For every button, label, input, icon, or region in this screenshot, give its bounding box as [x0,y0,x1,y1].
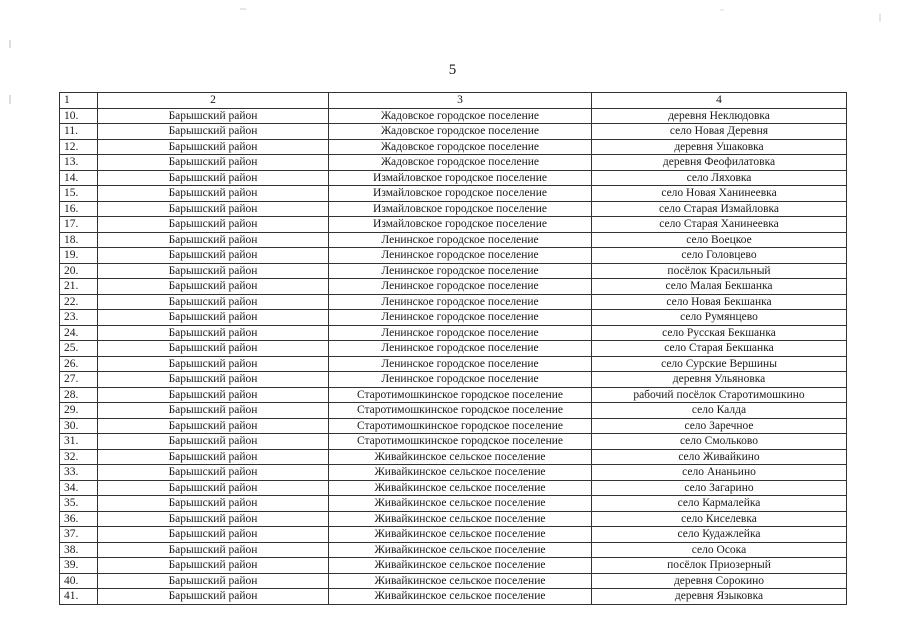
locality-cell: деревня Ушаковка [592,139,847,155]
row-number: 30. [60,418,98,434]
district-cell: Барышский район [98,310,329,326]
table-row [60,232,847,248]
header-col-2: 2 [98,93,329,109]
table-row [60,325,847,341]
district-cell: Барышский район [98,558,329,574]
settlement-cell: Старотимошкинское городское поселение [329,418,592,434]
locality-cell: село Старая Бекшанка [592,341,847,357]
table-row [60,511,847,527]
row-number: 19. [60,248,98,264]
settlement-cell: Живайкинское сельское поселение [329,542,592,558]
locality-cell: рабочий посёлок Старотимошкино [592,387,847,403]
locality-cell: село Сурские Вершины [592,356,847,372]
table-row [60,186,847,202]
header-col-1: 1 [60,93,98,109]
locality-cell: село Киселевка [592,511,847,527]
table-row [60,294,847,310]
district-cell: Барышский район [98,542,329,558]
table-row [60,465,847,481]
settlement-cell: Жадовское городское поселение [329,139,592,155]
row-number: 22. [60,294,98,310]
row-number: 21. [60,279,98,295]
table-row [60,108,847,124]
row-number: 38. [60,542,98,558]
row-number: 32. [60,449,98,465]
settlement-cell: Живайкинское сельское поселение [329,573,592,589]
district-cell: Барышский район [98,418,329,434]
table-row [60,372,847,388]
district-cell: Барышский район [98,232,329,248]
settlement-cell: Измайловское городское поселение [329,217,592,233]
district-cell: Барышский район [98,589,329,605]
district-cell: Барышский район [98,527,329,543]
locality-cell: село Румянцево [592,310,847,326]
locality-cell: село Воецкое [592,232,847,248]
district-cell: Барышский район [98,387,329,403]
settlement-cell: Измайловское городское поселение [329,201,592,217]
locality-cell: посёлок Красильный [592,263,847,279]
header-col-4: 4 [592,93,847,109]
row-number: 29. [60,403,98,419]
district-cell: Барышский район [98,465,329,481]
table-row [60,356,847,372]
district-cell: Барышский район [98,511,329,527]
table-row [60,310,847,326]
locality-cell: село Малая Бекшанка [592,279,847,295]
locality-cell: деревня Ульяновка [592,372,847,388]
locality-cell: село Кудажлейка [592,527,847,543]
locality-cell: село Осока [592,542,847,558]
district-cell: Барышский район [98,124,329,140]
settlement-cell: Живайкинское сельское поселение [329,511,592,527]
table-row [60,139,847,155]
row-number: 24. [60,325,98,341]
district-cell: Барышский район [98,294,329,310]
table-row [60,527,847,543]
settlement-cell: Старотимошкинское городское поселение [329,403,592,419]
table-row [60,341,847,357]
locality-cell: село Заречное [592,418,847,434]
district-cell: Барышский район [98,170,329,186]
settlements-table [59,92,847,605]
locality-cell: село Кармалейка [592,496,847,512]
row-number: 16. [60,201,98,217]
row-number: 36. [60,511,98,527]
header-col-3: 3 [329,93,592,109]
row-number: 25. [60,341,98,357]
table-row [60,155,847,171]
settlement-cell: Жадовское городское поселение [329,155,592,171]
row-number: 20. [60,263,98,279]
settlement-cell: Ленинское городское поселение [329,248,592,264]
locality-cell: село Ананьино [592,465,847,481]
table-row [60,449,847,465]
district-cell: Барышский район [98,217,329,233]
table-row [60,542,847,558]
locality-cell: деревня Языковка [592,589,847,605]
locality-cell: деревня Феофилатовка [592,155,847,171]
table-row [60,217,847,233]
table-row [60,558,847,574]
table-row [60,434,847,450]
settlement-cell: Старотимошкинское городское поселение [329,387,592,403]
row-number: 41. [60,589,98,605]
locality-cell: село Новая Ханинеевка [592,186,847,202]
locality-cell: село Головцево [592,248,847,264]
locality-cell: село Старая Ханинеевка [592,217,847,233]
locality-cell: село Калда [592,403,847,419]
table-row [60,201,847,217]
district-cell: Барышский район [98,449,329,465]
district-cell: Барышский район [98,480,329,496]
locality-cell: посёлок Приозерный [592,558,847,574]
settlement-cell: Старотимошкинское городское поселение [329,434,592,450]
row-number: 37. [60,527,98,543]
district-cell: Барышский район [98,356,329,372]
district-cell: Барышский район [98,434,329,450]
table-header-row [60,93,847,109]
settlement-cell: Ленинское городское поселение [329,263,592,279]
row-number: 34. [60,480,98,496]
row-number: 18. [60,232,98,248]
district-cell: Барышский район [98,372,329,388]
settlement-cell: Ленинское городское поселение [329,310,592,326]
row-number: 23. [60,310,98,326]
table-row [60,403,847,419]
table-row [60,170,847,186]
settlement-cell: Живайкинское сельское поселение [329,449,592,465]
table-row [60,248,847,264]
row-number: 11. [60,124,98,140]
district-cell: Барышский район [98,279,329,295]
settlement-cell: Жадовское городское поселение [329,124,592,140]
district-cell: Барышский район [98,139,329,155]
row-number: 17. [60,217,98,233]
table-row [60,418,847,434]
row-number: 13. [60,155,98,171]
locality-cell: село Новая Деревня [592,124,847,140]
settlement-cell: Жадовское городское поселение [329,108,592,124]
row-number: 28. [60,387,98,403]
locality-cell: село Ляховка [592,170,847,186]
row-number: 33. [60,465,98,481]
table-row [60,589,847,605]
district-cell: Барышский район [98,248,329,264]
district-cell: Барышский район [98,155,329,171]
settlement-cell: Ленинское городское поселение [329,294,592,310]
locality-cell: деревня Неклюдовка [592,108,847,124]
row-number: 15. [60,186,98,202]
table-row [60,279,847,295]
settlement-cell: Ленинское городское поселение [329,279,592,295]
row-number: 12. [60,139,98,155]
district-cell: Барышский район [98,325,329,341]
table-row [60,124,847,140]
district-cell: Барышский район [98,496,329,512]
settlement-cell: Ленинское городское поселение [329,356,592,372]
locality-cell: деревня Сорокино [592,573,847,589]
locality-cell: село Загарино [592,480,847,496]
row-number: 35. [60,496,98,512]
row-number: 10. [60,108,98,124]
settlement-cell: Ленинское городское поселение [329,341,592,357]
row-number: 26. [60,356,98,372]
district-cell: Барышский район [98,341,329,357]
settlement-cell: Ленинское городское поселение [329,325,592,341]
settlement-cell: Живайкинское сельское поселение [329,480,592,496]
table-row [60,496,847,512]
settlement-cell: Живайкинское сельское поселение [329,496,592,512]
table-row [60,480,847,496]
table-row [60,573,847,589]
locality-cell: село Живайкино [592,449,847,465]
settlement-cell: Ленинское городское поселение [329,372,592,388]
district-cell: Барышский район [98,573,329,589]
settlement-cell: Живайкинское сельское поселение [329,558,592,574]
district-cell: Барышский район [98,201,329,217]
row-number: 31. [60,434,98,450]
settlement-cell: Измайловское городское поселение [329,186,592,202]
locality-cell: село Новая Бекшанка [592,294,847,310]
row-number: 27. [60,372,98,388]
page-number: 5 [448,62,457,78]
locality-cell: село Старая Измайловка [592,201,847,217]
district-cell: Барышский район [98,186,329,202]
row-number: 39. [60,558,98,574]
row-number: 14. [60,170,98,186]
district-cell: Барышский район [98,403,329,419]
district-cell: Барышский район [98,263,329,279]
settlement-cell: Живайкинское сельское поселение [329,589,592,605]
locality-cell: село Смольково [592,434,847,450]
locality-cell: село Русская Бекшанка [592,325,847,341]
district-cell: Барышский район [98,108,329,124]
table-row [60,387,847,403]
row-number: 40. [60,573,98,589]
settlement-cell: Измайловское городское поселение [329,170,592,186]
settlement-cell: Ленинское городское поселение [329,232,592,248]
table-row [60,263,847,279]
settlement-cell: Живайкинское сельское поселение [329,527,592,543]
settlement-cell: Живайкинское сельское поселение [329,465,592,481]
